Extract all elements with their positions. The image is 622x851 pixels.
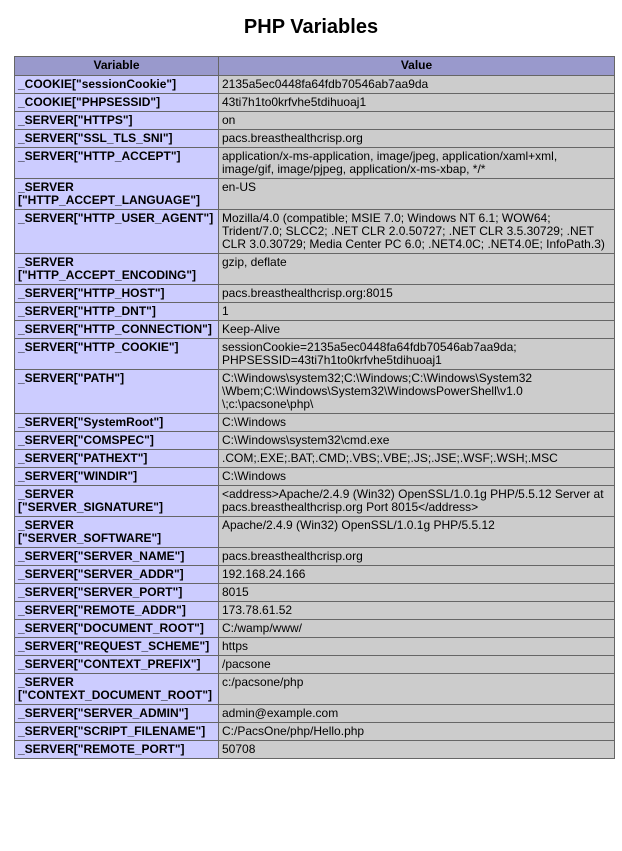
table-row — [15, 486, 615, 517]
variable-value-cell: C:/PacsOne/php/Hello.php — [219, 723, 615, 741]
variable-value-cell: c:/pacsone/php — [219, 674, 615, 705]
variable-name-cell: _SERVER["SystemRoot"] — [15, 414, 219, 432]
variable-name-cell: _SERVER ["SERVER_SIGNATURE"] — [15, 486, 219, 517]
variable-name-cell: _COOKIE["sessionCookie"] — [15, 76, 219, 94]
variable-value-cell: en-US — [219, 179, 615, 210]
variable-value-cell: 2135a5ec0448fa64fdb70546ab7aa9da — [219, 76, 615, 94]
table-row — [15, 638, 615, 656]
variable-name-cell: _SERVER["SERVER_ADDR"] — [15, 566, 219, 584]
variable-value-cell: pacs.breasthealthcrisp.org — [219, 548, 615, 566]
variable-name-cell: _COOKIE["PHPSESSID"] — [15, 94, 219, 112]
variable-value-cell: /pacsone — [219, 656, 615, 674]
variable-name-cell: _SERVER["PATHEXT"] — [15, 450, 219, 468]
variable-value-cell: https — [219, 638, 615, 656]
variable-name-cell: _SERVER["WINDIR"] — [15, 468, 219, 486]
variable-name-cell: _SERVER ["CONTEXT_DOCUMENT_ROOT"] — [15, 674, 219, 705]
table-row — [15, 432, 615, 450]
table-row — [15, 656, 615, 674]
variable-value-cell: Apache/2.4.9 (Win32) OpenSSL/1.0.1g PHP/5.5.12 — [219, 517, 615, 548]
variable-value-cell: Mozilla/4.0 (compatible; MSIE 7.0; Windows NT 6.1; WOW64; Trident/7.0; SLCC2; .NET CLR 2.0.50727; .NET CLR 3.5.30729; .NET CLR 3.0.30729; Media Center PC 6.0; .NET4.0C; .NET4.0E; InfoPath.3) — [219, 210, 615, 254]
variable-value-cell: 192.168.24.166 — [219, 566, 615, 584]
variable-name-cell: _SERVER["REMOTE_PORT"] — [15, 741, 219, 759]
variable-name-cell: _SERVER["DOCUMENT_ROOT"] — [15, 620, 219, 638]
variable-name-cell: _SERVER["CONTEXT_PREFIX"] — [15, 656, 219, 674]
variable-value-cell: pacs.breasthealthcrisp.org:8015 — [219, 285, 615, 303]
table-row — [15, 179, 615, 210]
variable-name-cell: _SERVER ["HTTP_ACCEPT_ENCODING"] — [15, 254, 219, 285]
table-row — [15, 517, 615, 548]
table-header-row — [15, 57, 615, 76]
variable-name-cell: _SERVER["HTTP_ACCEPT"] — [15, 148, 219, 179]
table-row — [15, 620, 615, 638]
variable-name-cell: _SERVER["COMSPEC"] — [15, 432, 219, 450]
variable-value-cell: C:\Windows\system32;C:\Windows;C:\Windows\System32 \Wbem;C:\Windows\System32\WindowsPowerShell\v1.0 \;c:\pacsone\php\ — [219, 370, 615, 414]
table-row — [15, 76, 615, 94]
variable-value-cell: admin@example.com — [219, 705, 615, 723]
variable-name-cell: _SERVER["HTTP_DNT"] — [15, 303, 219, 321]
variable-value-cell: sessionCookie=2135a5ec0448fa64fdb70546ab7aa9da; PHPSESSID=43ti7h1to0krfvhe5tdihuoaj1 — [219, 339, 615, 370]
table-row — [15, 94, 615, 112]
table-row — [15, 339, 615, 370]
column-header-variable: Variable — [15, 57, 219, 76]
variable-value-cell: pacs.breasthealthcrisp.org — [219, 130, 615, 148]
table-row — [15, 548, 615, 566]
variable-name-cell: _SERVER["HTTPS"] — [15, 112, 219, 130]
variable-value-cell: 173.78.61.52 — [219, 602, 615, 620]
table-row — [15, 674, 615, 705]
table-row — [15, 148, 615, 179]
table-row — [15, 566, 615, 584]
variable-value-cell: Keep-Alive — [219, 321, 615, 339]
table-row — [15, 602, 615, 620]
variable-name-cell: _SERVER["HTTP_HOST"] — [15, 285, 219, 303]
page-title: PHP Variables — [243, 16, 379, 38]
variable-value-cell: .COM;.EXE;.BAT;.CMD;.VBS;.VBE;.JS;.JSE;.WSF;.WSH;.MSC — [219, 450, 615, 468]
variable-name-cell: _SERVER["SERVER_ADMIN"] — [15, 705, 219, 723]
variable-value-cell: gzip, deflate — [219, 254, 615, 285]
column-header-value: Value — [219, 57, 615, 76]
variable-value-cell: C:/wamp/www/ — [219, 620, 615, 638]
table-row — [15, 723, 615, 741]
variable-name-cell: _SERVER ["SERVER_SOFTWARE"] — [15, 517, 219, 548]
table-row — [15, 414, 615, 432]
variable-value-cell: 50708 — [219, 741, 615, 759]
variable-name-cell: _SERVER ["HTTP_ACCEPT_LANGUAGE"] — [15, 179, 219, 210]
variable-value-cell: C:\Windows\system32\cmd.exe — [219, 432, 615, 450]
table-row — [15, 254, 615, 285]
table-row — [15, 210, 615, 254]
variable-value-cell: 43ti7h1to0krfvhe5tdihuoaj1 — [219, 94, 615, 112]
variable-value-cell: C:\Windows — [219, 414, 615, 432]
variable-name-cell: _SERVER["SERVER_PORT"] — [15, 584, 219, 602]
variable-name-cell: _SERVER["SERVER_NAME"] — [15, 548, 219, 566]
variable-value-cell: <address>Apache/2.4.9 (Win32) OpenSSL/1.0.1g PHP/5.5.12 Server at pacs.breasthealthcrisp.org Port 8015</address> — [219, 486, 615, 517]
table-row — [15, 370, 615, 414]
table-row — [15, 468, 615, 486]
variable-name-cell: _SERVER["SSL_TLS_SNI"] — [15, 130, 219, 148]
variable-value-cell: C:\Windows — [219, 468, 615, 486]
table-row — [15, 321, 615, 339]
table-row — [15, 130, 615, 148]
table-row — [15, 741, 615, 759]
table-row — [15, 303, 615, 321]
variable-name-cell: _SERVER["HTTP_COOKIE"] — [15, 339, 219, 370]
table-row — [15, 450, 615, 468]
variable-name-cell: _SERVER["HTTP_CONNECTION"] — [15, 321, 219, 339]
variable-value-cell: on — [219, 112, 615, 130]
variable-name-cell: _SERVER["REQUEST_SCHEME"] — [15, 638, 219, 656]
variable-value-cell: 8015 — [219, 584, 615, 602]
table-row — [15, 584, 615, 602]
variable-value-cell: 1 — [219, 303, 615, 321]
variable-name-cell: _SERVER["HTTP_USER_AGENT"] — [15, 210, 219, 254]
php-variables-table — [14, 56, 615, 759]
variable-name-cell: _SERVER["REMOTE_ADDR"] — [15, 602, 219, 620]
variable-name-cell: _SERVER["SCRIPT_FILENAME"] — [15, 723, 219, 741]
table-row — [15, 112, 615, 130]
table-row — [15, 285, 615, 303]
table-row — [15, 705, 615, 723]
variable-value-cell: application/x-ms-application, image/jpeg, application/xaml+xml, image/gif, image/pjpeg, application/x-ms-xbap, */* — [219, 148, 615, 179]
variable-name-cell: _SERVER["PATH"] — [15, 370, 219, 414]
